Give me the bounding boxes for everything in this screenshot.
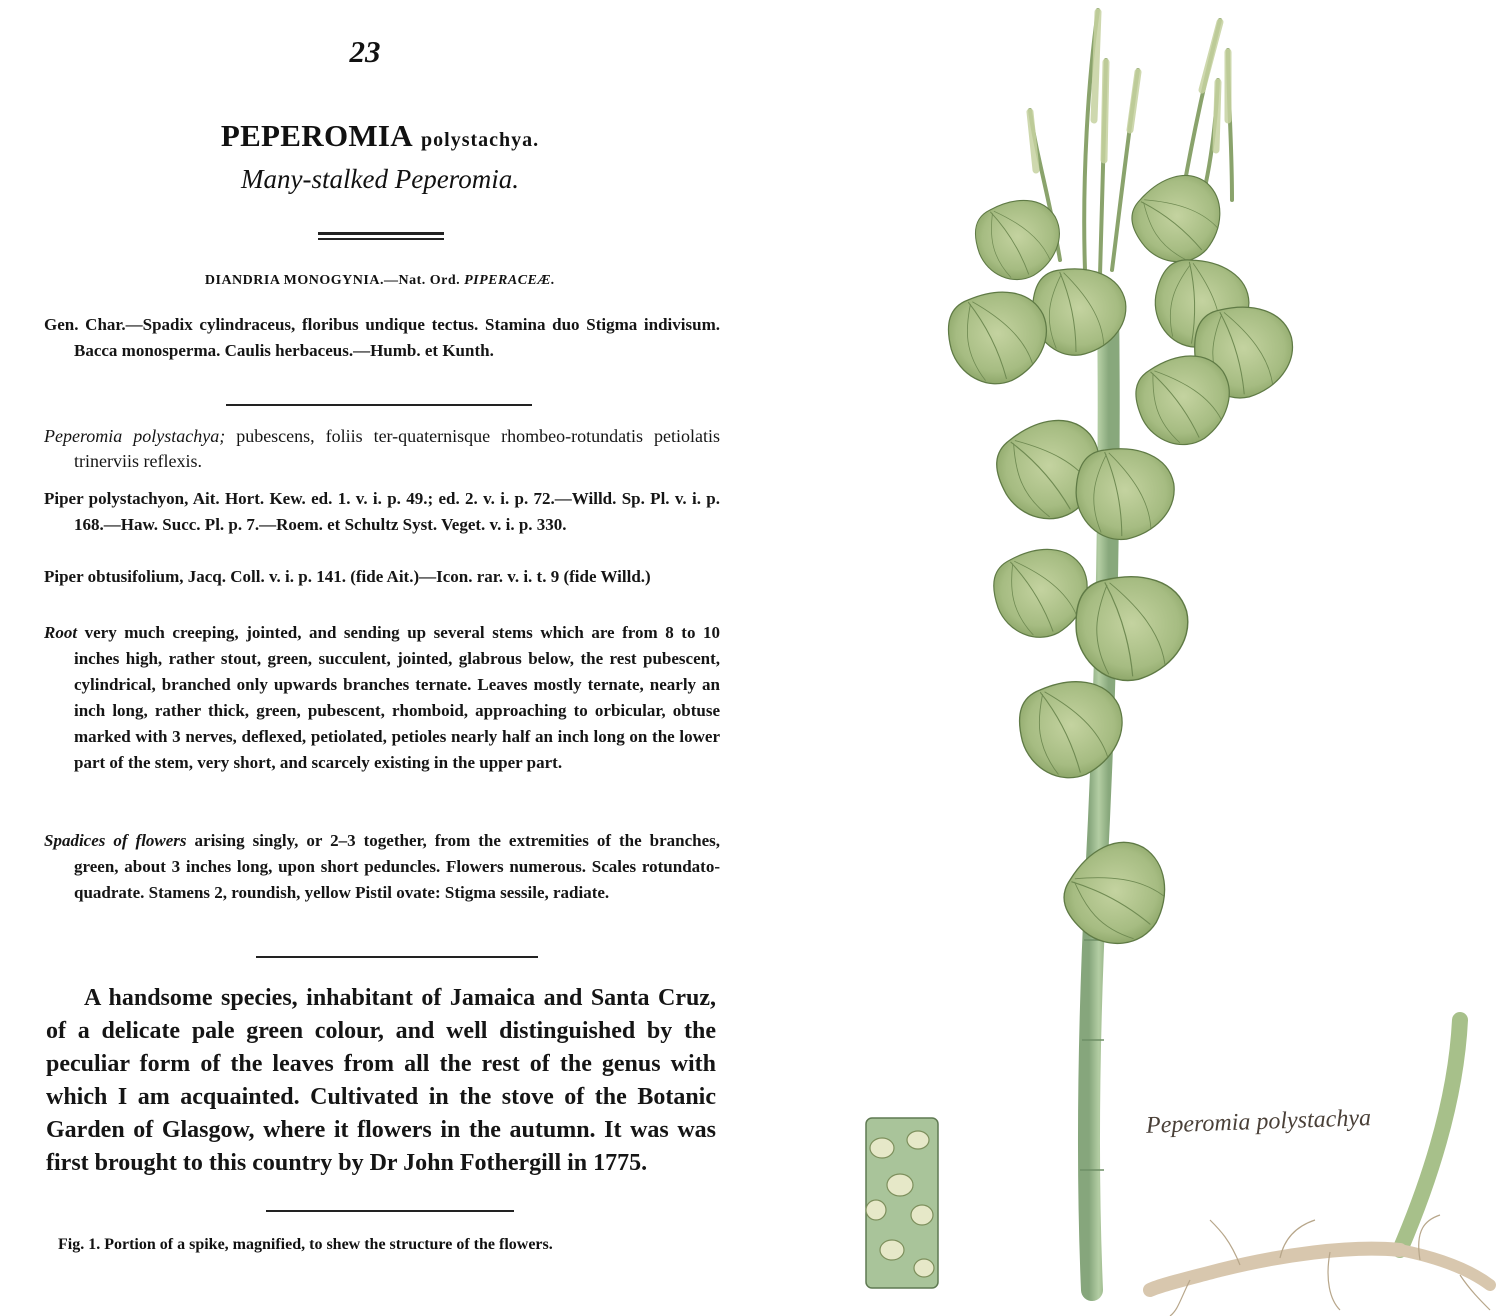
order-prefix: —Nat. Ord. [383, 273, 461, 288]
plate-label: Peperomia polystachya [1145, 1105, 1372, 1139]
linnaean-class: DIANDRIA MONOGYNIA. [204, 273, 384, 288]
description-spadices-lead: Spadices of flowers [44, 831, 187, 850]
specific-character-name: Peperomia polystachya; [44, 426, 226, 446]
body-text: A handsome species, inhabitant of Jamaica and Santa Cruz, of a delicate pale green colour, and well distinguished by the peculiar form of the leaves from all the rest of the genus with which I am acquainted. Cultivated in the stove of the Botanic Garden of Glasgow, where it flowers in the autumn. It was was first brought to this country by Dr John Fothergill in 1775. [46, 985, 716, 1176]
section-rule [266, 1210, 514, 1212]
page-number: 23 [349, 34, 381, 69]
synonym-2: Piper obtusifolium, Jacq. Coll. v. i. p. 141. (fide Ait.)—Icon. rar. v. i. t. 9 (fide Willd.) [44, 567, 651, 586]
synonym-1: Piper polystachyon, Ait. Hort. Kew. ed. 1. v. i. p. 49.; ed. 2. v. i. p. 72.—Willd. Sp. Pl. v. i. p. 168.—Haw. Succ. Pl. p. 7.—Roem. et Schultz Syst. Veget. v. i. p. 330. [44, 489, 720, 534]
natural-order: PIPERACEÆ. [464, 273, 556, 288]
section-rule [226, 404, 532, 406]
section-rule [256, 956, 538, 958]
botanical-plate [860, 0, 1510, 1316]
figure-caption: Fig. 1. Portion of a spike, magnified, to shew the structure of the flowers. [58, 1236, 553, 1253]
species-name: polystachya. [421, 129, 540, 151]
generic-character-text: —Spadix cylindraceus, floribus undique tectus. Stamina duo Stigma indivisum. Bacca monosperma. Caulis herbaceus.—Humb. et Kunth. [74, 315, 720, 360]
description-spadices-text: arising singly, or 2–3 together, from the extremities of the branches, green, about 3 inches long, upon short peduncles. Flowers numerous. Scales rotundato-quadrate. Stamens 2, roundish, yellow Pistil ovate: Stigma sessile, radiate. [74, 831, 721, 902]
root-specimen [1150, 1020, 1490, 1316]
description-root-text: very much creeping, jointed, and sending up several stems which are from 8 to 10 inches high, rather stout, green, succulent, jointed, glabrous below, the rest pubescent, cylindrical, branched only upwards branches ternate. Leaves mostly ternate, nearly an inch long, rather thick, green, pubescent, rhomboid, approaching to orbicular, obtuse marked with 3 nerves, deflexed, petiolated, petioles nearly half an inch long on the lower part of the stem, very short, and scarcely existing in the upper part. [74, 623, 720, 772]
generic-character [44, 312, 720, 364]
classification [0, 273, 760, 289]
title-rule [318, 232, 444, 240]
text-page [0, 0, 740, 1316]
description-spadices [44, 828, 720, 906]
common-name: Many-stalked Peperomia. [241, 164, 519, 194]
specific-character-text: pubescens, foliis ter-quaternisque rhombeo-rotundatis petiolatis trinerviis reflexis. [74, 426, 721, 471]
magnified-spike-figure [866, 1118, 938, 1288]
generic-character-lead: Gen. Char. [44, 315, 126, 334]
description-root-lead: Root [44, 623, 78, 642]
leaves [945, 162, 1295, 964]
description-root [44, 620, 720, 776]
plant-title [0, 118, 760, 154]
genus-name: PEPEROMIA [220, 118, 413, 153]
specific-character [44, 424, 720, 474]
